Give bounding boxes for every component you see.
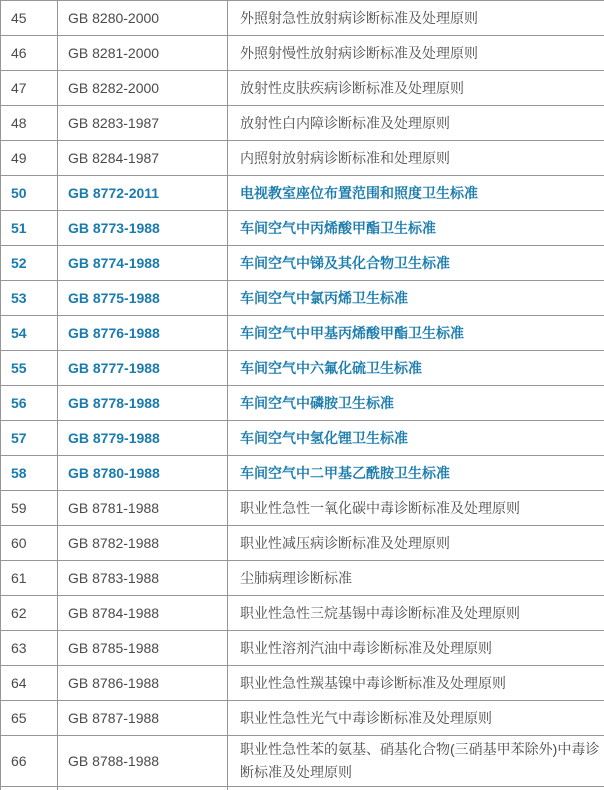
table-row: [1, 736, 604, 787]
standard-code-cell: GB 8283-1987: [58, 106, 228, 141]
standard-name-cell: 放射性白内障诊断标准及处理原则: [228, 106, 604, 141]
standard-name-cell: 职业性急性苯的氨基、硝基化合物(三硝基甲苯除外)中毒诊断标准及处理原则: [228, 736, 604, 787]
row-index-cell: 58: [1, 456, 58, 491]
table-row: [1, 106, 604, 141]
row-index-cell: 60: [1, 526, 58, 561]
table-row: [1, 491, 604, 526]
row-index-cell: 46: [1, 36, 58, 71]
standard-name-cell: 车间空气中甲基丙烯酸甲酯卫生标准: [228, 316, 604, 351]
standard-code-cell: GB 8778-1988: [58, 386, 228, 421]
table-row: [1, 666, 604, 701]
standard-name-cell: 职业性急性羰基镍中毒诊断标准及处理原则: [228, 666, 604, 701]
table-row: [1, 36, 604, 71]
standard-name-cell: 车间空气中磷胺卫生标准: [228, 386, 604, 421]
table-row: [1, 386, 604, 421]
table-row: [1, 141, 604, 176]
row-index-cell: 59: [1, 491, 58, 526]
row-index-cell: [1, 787, 58, 790]
table-row: [1, 596, 604, 631]
standard-name-cell: 外照射慢性放射病诊断标准及处理原则: [228, 36, 604, 71]
row-index-cell: 45: [1, 1, 58, 36]
row-index-cell: 63: [1, 631, 58, 666]
table-row: [1, 211, 604, 246]
row-index-cell: 62: [1, 596, 58, 631]
table-row: [1, 281, 604, 316]
row-index-cell: 54: [1, 316, 58, 351]
row-index-cell: 57: [1, 421, 58, 456]
table-row: [1, 561, 604, 596]
row-index-cell: 49: [1, 141, 58, 176]
row-index-cell: 47: [1, 71, 58, 106]
table-row: [1, 456, 604, 491]
standard-name-cell: 车间空气中氯丙烯卫生标准: [228, 281, 604, 316]
standard-name-cell: 车间空气中锑及其化合物卫生标准: [228, 246, 604, 281]
standard-name-cell: 放射性皮肤疾病诊断标准及处理原则: [228, 71, 604, 106]
table-row: [1, 631, 604, 666]
standard-name-cell: 车间空气中丙烯酸甲酯卫生标准: [228, 211, 604, 246]
table-row: [1, 351, 604, 386]
standard-name-cell: 车间空气中氢化锂卫生标准: [228, 421, 604, 456]
standard-code-cell: GB 8774-1988: [58, 246, 228, 281]
standard-code-cell: GB 8780-1988: [58, 456, 228, 491]
standard-code-cell: [58, 787, 228, 790]
standard-name-cell: 职业性减压病诊断标准及处理原则: [228, 526, 604, 561]
standard-code-cell: GB 8777-1988: [58, 351, 228, 386]
standard-code-cell: GB 8280-2000: [58, 1, 228, 36]
standard-code-cell: GB 8282-2000: [58, 71, 228, 106]
standard-name-cell: 内照射放射病诊断标准和处理原则: [228, 141, 604, 176]
standard-code-cell: GB 8788-1988: [58, 736, 228, 787]
table-row: [1, 71, 604, 106]
row-index-cell: 64: [1, 666, 58, 701]
standard-code-cell: GB 8773-1988: [58, 211, 228, 246]
row-index-cell: 48: [1, 106, 58, 141]
row-index-cell: 51: [1, 211, 58, 246]
row-index-cell: 56: [1, 386, 58, 421]
table-row: [1, 246, 604, 281]
table-row: [1, 701, 604, 736]
row-index-cell: 66: [1, 736, 58, 787]
table-row: [1, 1, 604, 36]
standard-name-cell: 车间空气中六氟化硫卫生标准: [228, 351, 604, 386]
standard-name-cell: 车间空气中二甲基乙酰胺卫生标准: [228, 456, 604, 491]
standard-name-cell: 职业性溶剂汽油中毒诊断标准及处理原则: [228, 631, 604, 666]
standard-code-cell: GB 8783-1988: [58, 561, 228, 596]
standard-name-cell: [228, 787, 604, 790]
standard-code-cell: GB 8782-1988: [58, 526, 228, 561]
standard-code-cell: GB 8787-1988: [58, 701, 228, 736]
standard-code-cell: GB 8775-1988: [58, 281, 228, 316]
standard-code-cell: GB 8785-1988: [58, 631, 228, 666]
standard-code-cell: GB 8779-1988: [58, 421, 228, 456]
standard-code-cell: GB 8776-1988: [58, 316, 228, 351]
standard-name-cell: 职业性急性一氧化碳中毒诊断标准及处理原则: [228, 491, 604, 526]
row-index-cell: 53: [1, 281, 58, 316]
standard-name-cell: 电视教室座位布置范围和照度卫生标准: [228, 176, 604, 211]
table-row: [1, 421, 604, 456]
standard-code-cell: GB 8281-2000: [58, 36, 228, 71]
standard-code-cell: GB 8772-2011: [58, 176, 228, 211]
standard-code-cell: GB 8781-1988: [58, 491, 228, 526]
standard-name-cell: 尘肺病理诊断标准: [228, 561, 604, 596]
standard-name-cell: 外照射急性放射病诊断标准及处理原则: [228, 1, 604, 36]
table-row-partial: [1, 787, 604, 790]
standard-name-cell: 职业性急性光气中毒诊断标准及处理原则: [228, 701, 604, 736]
table-row: [1, 526, 604, 561]
row-index-cell: 55: [1, 351, 58, 386]
table-row: [1, 176, 604, 211]
standards-table-body: [1, 1, 604, 790]
table-row: [1, 316, 604, 351]
row-index-cell: 65: [1, 701, 58, 736]
standard-name-cell: 职业性急性三烷基锡中毒诊断标准及处理原则: [228, 596, 604, 631]
row-index-cell: 61: [1, 561, 58, 596]
standard-code-cell: GB 8784-1988: [58, 596, 228, 631]
standard-code-cell: GB 8786-1988: [58, 666, 228, 701]
row-index-cell: 50: [1, 176, 58, 211]
row-index-cell: 52: [1, 246, 58, 281]
standard-code-cell: GB 8284-1987: [58, 141, 228, 176]
